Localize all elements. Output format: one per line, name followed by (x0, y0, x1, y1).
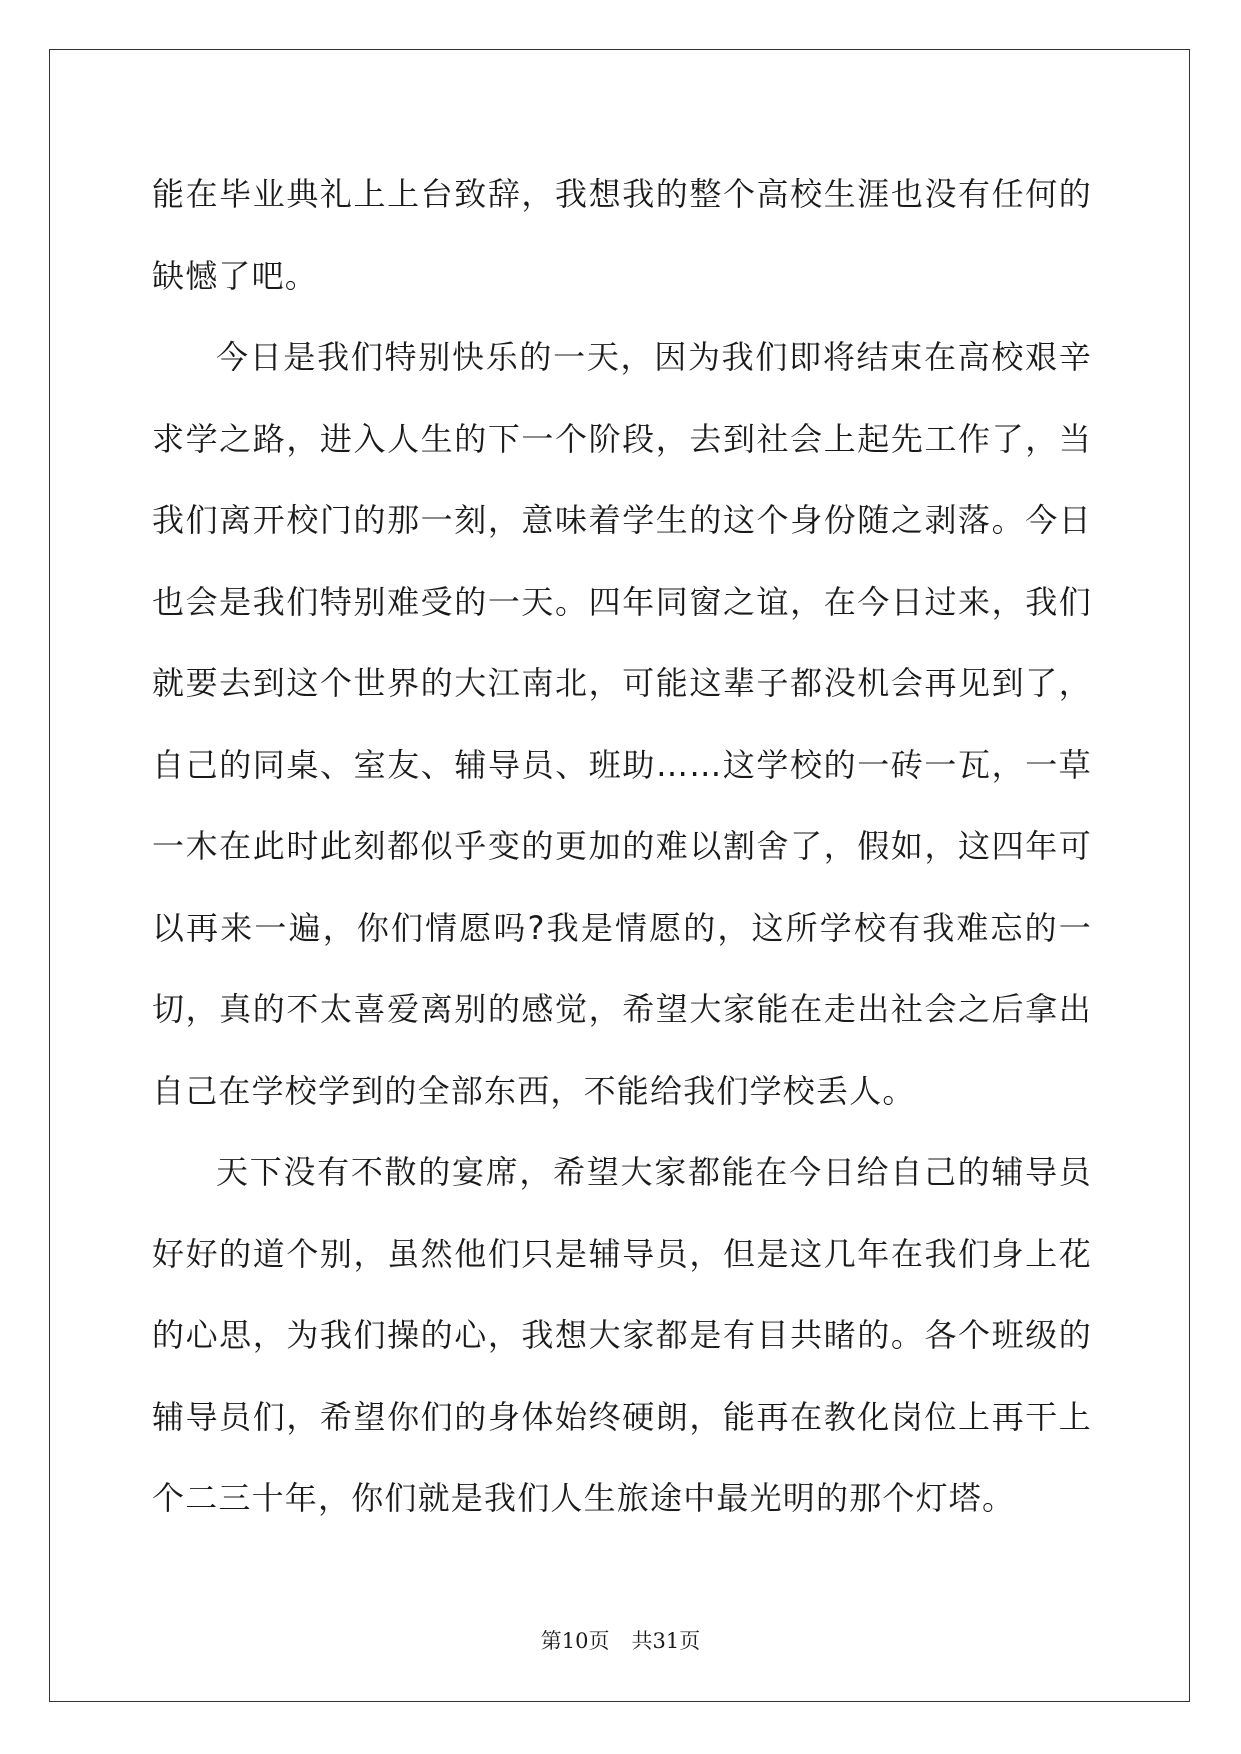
page-number: 第10页 (540, 1629, 610, 1653)
paragraph-2: 今日是我们特别快乐的一天，因为我们即将结束在高校艰辛求学之路，进入人生的下一个阶段，去到社会上起先工作了，当我们离开校门的那一刻，意味着学生的这个身份随之剥落。今日也会是我们特别难受的一天。四年同窗之谊，在今日过来，我们就要去到这个世界的大江南北，可能这辈子都没机会再见到了，自己的同桌、室友、辅导员、班助……这学校的一砖一瓦，一草一木在此时此刻都似乎变的更加的难以割舍了，假如，这四年可以再来一遍，你们情愿吗?我是情愿的，这所学校有我难忘的一切，真的不太喜爱离别的感觉，希望大家能在走出社会之后拿出自己在学校学到的全部东西，不能给我们学校丢人。 (152, 338, 1092, 1110)
paragraph-1: 能在毕业典礼上上台致辞，我想我的整个高校生涯也没有任何的缺憾了吧。 (152, 175, 1092, 295)
paragraph-3: 天下没有不散的宴席，希望大家都能在今日给自己的辅导员好好的道个别，虽然他们只是辅导员，但是这几年在我们身上花的心思，为我们操的心，我想大家都是有目共睹的。各个班级的辅导员们，希望你们的身体始终硬朗，能再在教化岗位上再干上个二三十年，你们就是我们人生旅途中最光明的那个灯塔。 (152, 1153, 1092, 1517)
page-footer (0, 1625, 1241, 1655)
document-body (152, 154, 1092, 1540)
page-total: 共31页 (631, 1629, 701, 1653)
